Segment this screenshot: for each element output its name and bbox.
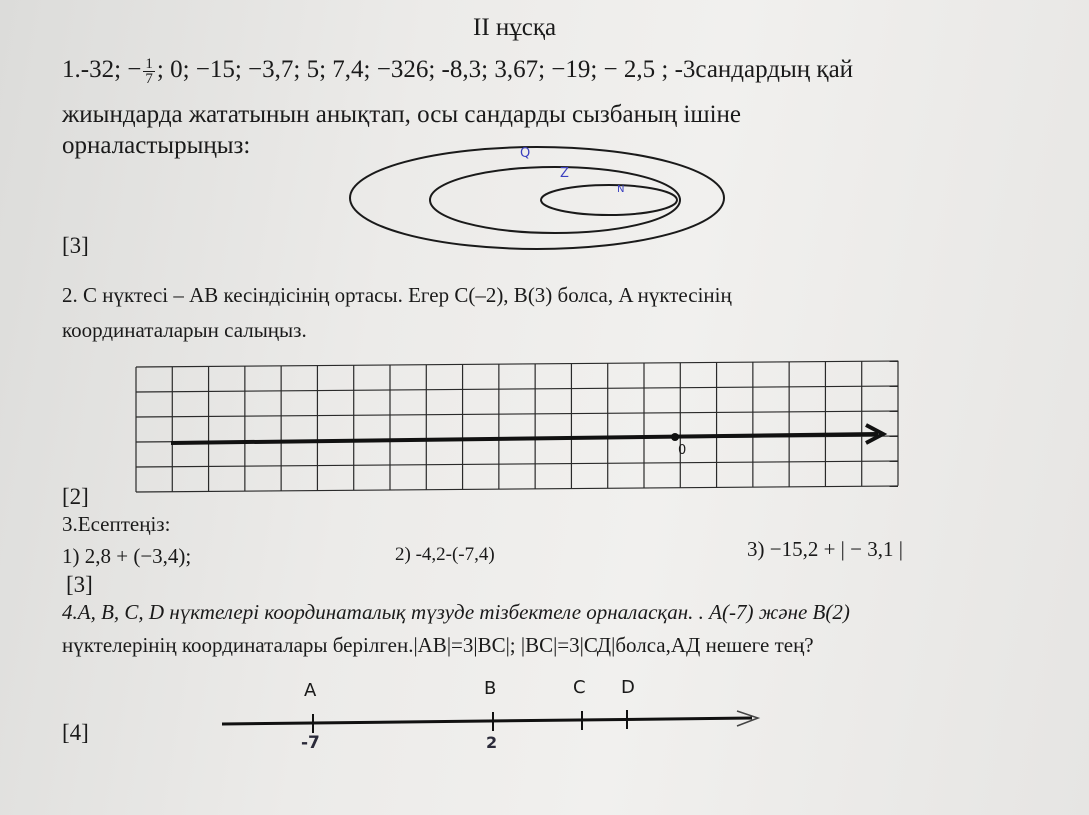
point-d-label: D	[621, 677, 635, 698]
q2-score: [2]	[62, 484, 89, 509]
q3-item3: 3) −15,2 + | − 3,1 |	[747, 537, 903, 561]
q3-heading: 3.Есептеңіз:	[62, 512, 171, 536]
q4-number-line	[222, 718, 752, 724]
q2-line1: 2. C нүктесі – AB кесіндісінің ортасы. Егер C(–2), B(3) болса, A нүктесінің	[62, 283, 732, 307]
point-a-value: -7	[301, 733, 320, 753]
q1-score: [3]	[62, 233, 89, 258]
q1-line1-rest: ; 0; −15; −3,7; 5; 7,4; −326; -8,3; 3,67; −19; − 2,5 ; -3сандардың қай	[156, 56, 854, 83]
q3-item2: 2) -4,2-(-7,4)	[395, 544, 495, 565]
q3-score: [3]	[66, 572, 93, 597]
fraction-numerator: 1	[145, 55, 153, 72]
q3-item1: 1) 2,8 + (−3,4);	[62, 544, 192, 568]
q2-line2: координаталарын салыңыз.	[62, 318, 307, 342]
q1-line1-start: 1.-32; −	[62, 56, 142, 83]
origin-label: 0	[678, 443, 687, 458]
set-z-label: Z	[560, 166, 569, 181]
point-b-value: 2	[486, 733, 498, 752]
point-a-label: A	[304, 680, 317, 701]
fraction-denominator: 7	[145, 70, 153, 87]
q1-line2: жиындарда жататынын анықтап, осы сандарды сызбаның ішіне	[62, 101, 742, 128]
q4-line1: 4.A, B, C, D нүктелері координаталық түзуде тізбектеле орналасқан. . А(-7) және В(2)	[62, 600, 850, 624]
point-b-label: B	[484, 678, 497, 699]
q4-score: [4]	[62, 720, 89, 745]
q1-line3: орналастырыңыз:	[62, 132, 251, 159]
point-c-label: C	[573, 677, 586, 698]
q4-line2: нүктелерінің координаталары берілген.|АВ|=3|ВС|; |ВС|=3|СД|болса,АД нешеге тең?	[62, 633, 814, 657]
set-n-label: N	[617, 184, 625, 195]
set-q-label: Q	[520, 146, 531, 161]
page-title: II нұсқа	[473, 14, 557, 41]
